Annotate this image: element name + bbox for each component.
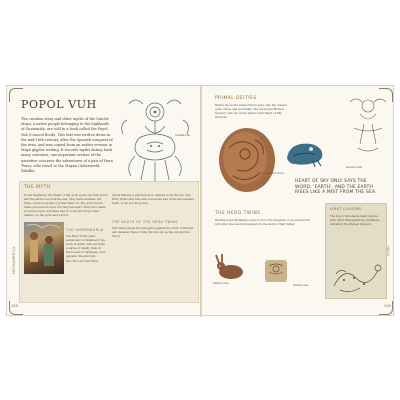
underworld-heading: THE UNDERWORLD — [66, 228, 104, 232]
pull-quote: HEART OF SKY ONLY SAYS THE WORD, 'EARTH', AND THE EARTH RISES LIKE A MIST FROM THE SEA. — [295, 179, 377, 196]
twins-heading: THE HERO TWINS — [215, 211, 261, 216]
photo-caption: Hero Twins and their father — [66, 260, 99, 263]
book-spread — [6, 85, 394, 316]
rabbit-caption: Rabbit scribe — [213, 282, 229, 285]
painted-vase-image — [261, 256, 291, 284]
page-number-left: 288 — [11, 304, 18, 308]
stone-caption: Plumed Serpent stone — [257, 172, 284, 175]
art-caption: Quetzalcoatl — [175, 134, 191, 137]
box-heading: FIRST COUSINS — [330, 207, 362, 211]
plumed-serpent-drawing — [115, 94, 195, 184]
page-title: POPOL VUH — [21, 98, 97, 111]
left-page — [7, 86, 201, 317]
section-tab-right: MAYA — [386, 246, 390, 257]
hero-twins-photo — [24, 222, 64, 274]
vase-caption: Painted vase — [293, 284, 309, 287]
serpent-sketch — [330, 256, 384, 296]
middle-text: Seven Macaw, a vain bird-god, claimed to be the sun. The Hero Twins shot him with a blowgun and broke his jewelled teeth, so he lost his power. — [112, 193, 194, 206]
deity-sketch — [344, 94, 390, 164]
carved-stone-image — [215, 124, 279, 194]
underworld-text: The Hero Twins were summoned to Xibalba by the lords of death, who set them a series of deadly trials in the houses of darkness, cold, jaguars, fire and bats. — [66, 234, 106, 259]
section-tab-left: MESOAMERICA — [12, 246, 16, 275]
ball-game-text: The twins played the ball game against the lords of Xibalba and defeated them, rising into the sky as the sun and the moon. — [112, 226, 194, 239]
twins-text: Hunahpu and Xbalanque were born to the daughter of an underworld lord after she was impregnated by the skull of their father. — [215, 218, 311, 227]
page-number-right: 289 — [384, 304, 391, 308]
sidebar-box — [325, 203, 387, 299]
myth-panel — [19, 181, 199, 303]
intro-paragraph: The creation story and other myths of the Quiché Maya, a native people belonging to the highlands of Guatemala, are told in a book called the Popol Vuh (Council Book). This text was written down in the mid-16th century, after the Spanish conquest of the area, and was copied from an earlier version in Maya glyphic writing. It records myths dating back many centuries; one important section of the narrative concerns the adventures of a pair of Hero Twins, who travel to the Mayan Underworld, Xibalba. — [21, 117, 113, 174]
box-text: The Popol Vuh shares many figures with other Mesoamerican traditions, including the Plumed Serpent. — [330, 214, 380, 227]
right-page — [201, 86, 395, 317]
myth-heading: THE MYTH — [24, 185, 51, 190]
deities-text: Before the world existed there were only the creator gods, Tepeu and Gucumatz, the Sovereign Plumed Serpent, who lay in the waters with Heart of Sky, Huracan. — [215, 103, 287, 120]
serpent-head-sculpture — [285, 138, 325, 168]
snake-caption: Serpent head — [346, 166, 363, 169]
ball-game-heading: THE DEATH OF THE HERO TWINS — [112, 220, 178, 224]
deities-heading: PRIMAL DEITIES — [215, 96, 257, 101]
rabbit-scribe-image — [213, 254, 247, 280]
figures-image — [24, 222, 64, 274]
myth-text: In the beginning, the Heart of Sky gods spoke the first words and the earth rose from the sea. They made animals, but these could not speak or praise them. So the gods tried to make people from mud, but they fell apart. Then they made wooden people, but these had no souls and forgot their makers, so the gods sent a flood. — [24, 193, 108, 218]
